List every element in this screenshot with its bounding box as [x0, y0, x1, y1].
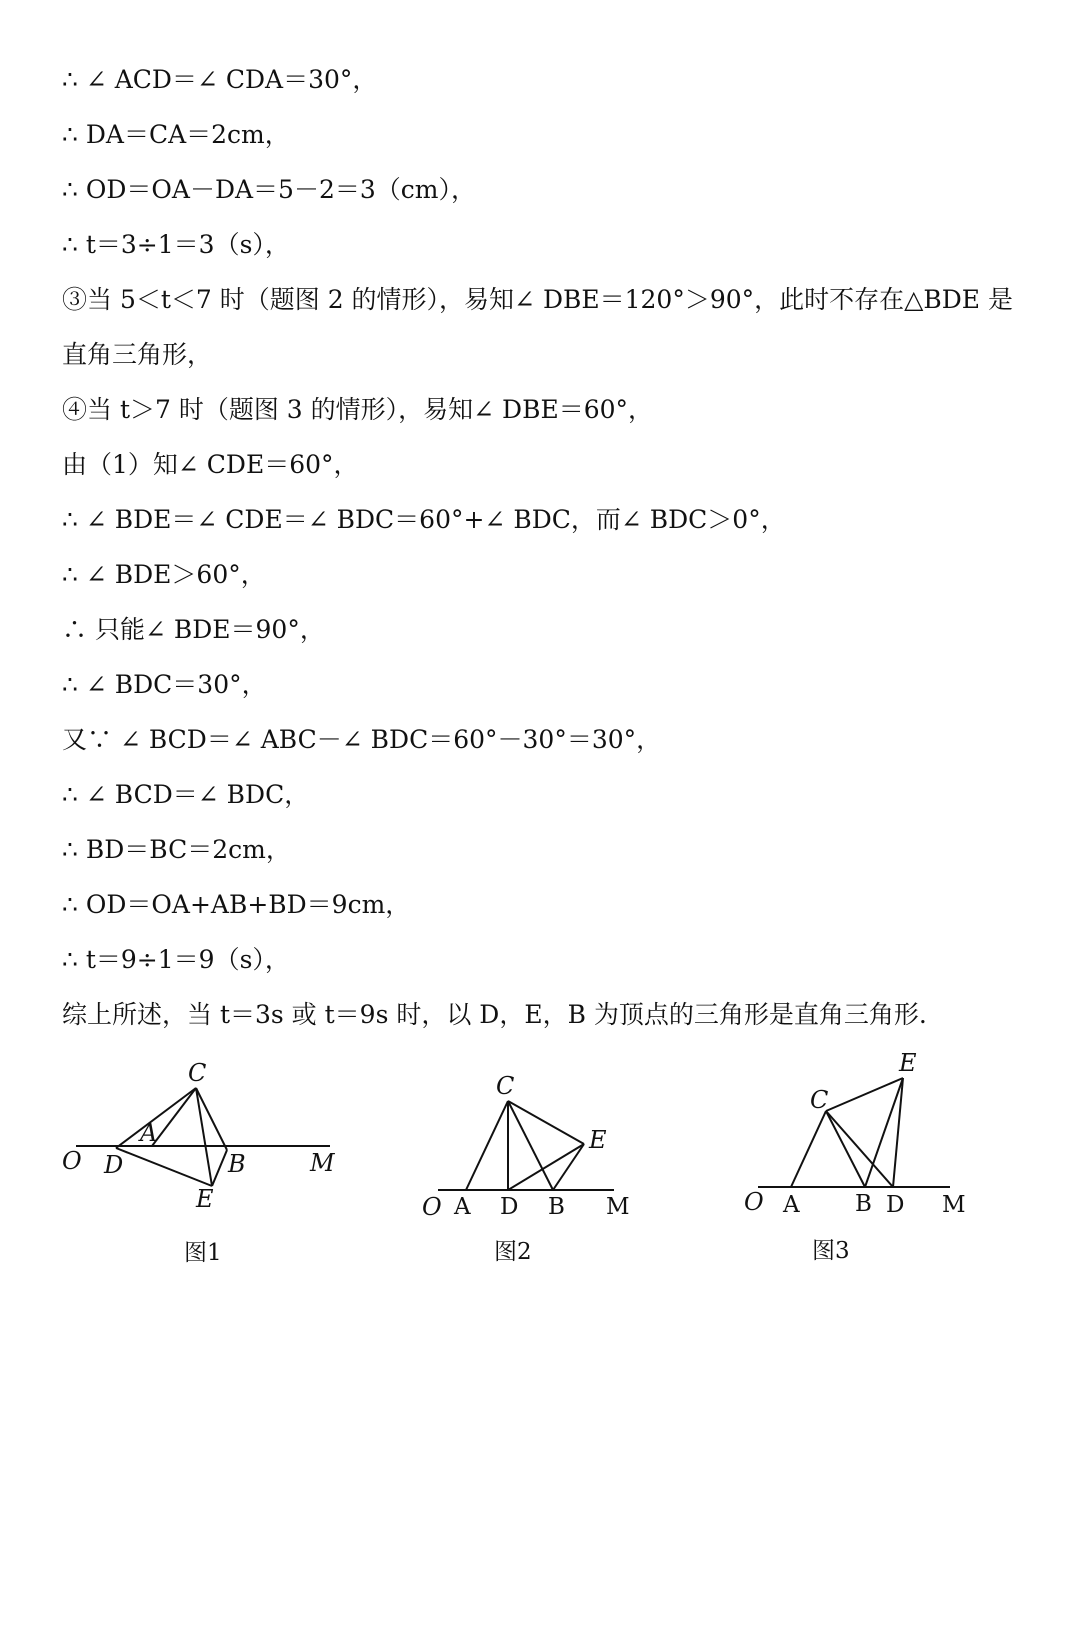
- solution-line: 由（1）知∠ CDE＝60°，: [62, 450, 359, 479]
- label-b: B: [228, 1150, 246, 1178]
- solution-line: ∴ ∠ BDE＞60°，: [62, 560, 266, 589]
- segment-ce: [826, 1078, 903, 1111]
- figure-caption: 图3: [812, 1238, 850, 1264]
- label-m: M: [310, 1149, 335, 1177]
- figure-1: [62, 1059, 336, 1266]
- solution-line: ∴ ∠ BDE＝∠ CDE＝∠ BDC＝60°+∠ BDC，而∠ BDC＞0°，: [62, 505, 786, 534]
- figure-caption: 图2: [494, 1239, 532, 1265]
- solution-line: ③当 5＜t＜7 时（题图 2 的情形），易知∠ DBE＝120°＞90°，此时不存在△BDE 是直角三角形，: [62, 285, 1013, 369]
- solution-line: ∴ t＝9÷1＝9（s），: [62, 945, 290, 974]
- segment-be: [553, 1144, 584, 1190]
- figure-2: [422, 1072, 630, 1265]
- solution-line: ④当 t＞7 时（题图 3 的情形），易知∠ DBE＝60°，: [62, 395, 654, 424]
- label-o: O: [62, 1147, 82, 1175]
- label-m: M: [942, 1192, 966, 1218]
- figure-caption: 图1: [184, 1240, 222, 1266]
- label-e: E: [196, 1185, 214, 1213]
- segment-ac: [791, 1111, 826, 1187]
- solution-line: ∴ ∠ ACD＝∠ CDA＝30°，: [62, 65, 378, 94]
- solution-line: ∴ ∠ BCD＝∠ BDC，: [62, 780, 310, 809]
- segment-de: [116, 1148, 212, 1186]
- segment-be: [212, 1150, 227, 1186]
- solution-text: [62, 52, 1022, 1042]
- label-d: D: [104, 1151, 124, 1179]
- segment-de: [508, 1144, 584, 1190]
- solution-line: ∴ DA＝CA＝2cm，: [62, 120, 290, 149]
- solution-line: ∴ BD＝BC＝2cm，: [62, 835, 291, 864]
- solution-line: ∴ t＝3÷1＝3（s），: [62, 230, 290, 259]
- label-c: C: [810, 1086, 829, 1114]
- label-c: C: [496, 1072, 515, 1100]
- solution-line: ∴ 只能∠ BDE＝90°，: [62, 615, 325, 644]
- segment-ac: [466, 1101, 508, 1190]
- solution-line: ∴ OD＝OA－DA＝5－2＝3（cm），: [62, 175, 476, 204]
- label-e: E: [589, 1126, 607, 1154]
- figure-3: [744, 1049, 966, 1264]
- label-o: O: [422, 1193, 442, 1221]
- solution-line: ∴ OD＝OA+AB+BD＝9cm，: [62, 890, 411, 919]
- label-d: D: [886, 1192, 905, 1218]
- label-b: B: [548, 1194, 565, 1220]
- label-d: D: [500, 1194, 519, 1220]
- geometry-figures: [0, 1040, 1080, 1280]
- label-a: A: [454, 1194, 471, 1220]
- solution-line: ∴ ∠ BDC＝30°，: [62, 670, 267, 699]
- label-o: O: [744, 1188, 764, 1216]
- label-e: E: [899, 1049, 917, 1077]
- label-a: A: [140, 1119, 158, 1147]
- label-a: A: [783, 1192, 800, 1218]
- solution-line: 综上所述，当 t＝3s 或 t＝9s 时，以 D，E，B 为顶点的三角形是直角三角形.: [62, 1000, 927, 1029]
- label-b: B: [855, 1191, 872, 1217]
- solution-line: 又∵ ∠ BCD＝∠ ABC－∠ BDC＝60°－30°＝30°，: [62, 725, 662, 754]
- label-m: M: [606, 1194, 630, 1220]
- label-c: C: [188, 1059, 207, 1087]
